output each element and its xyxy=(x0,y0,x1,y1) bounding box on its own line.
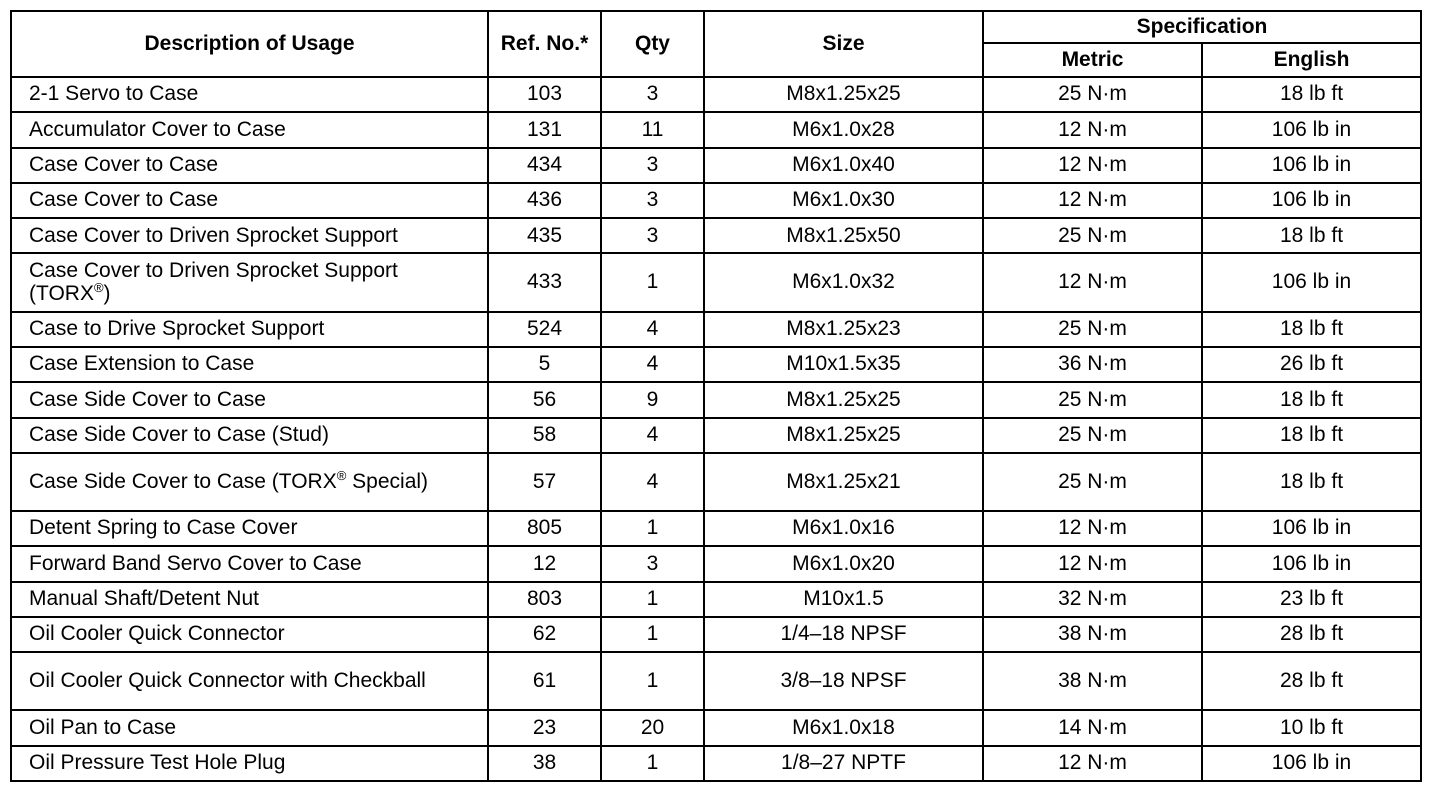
cell-ref-no: 56 xyxy=(488,382,601,417)
cell-qty: 3 xyxy=(601,218,704,253)
table-row xyxy=(11,652,1421,710)
cell-ref-no: 12 xyxy=(488,546,601,581)
cell-english: 106 lb in xyxy=(1202,746,1421,781)
cell-english: 18 lb ft xyxy=(1202,382,1421,417)
cell-description: Manual Shaft/Detent Nut xyxy=(11,582,488,617)
table-row xyxy=(11,418,1421,453)
cell-english: 18 lb ft xyxy=(1202,453,1421,511)
cell-ref-no: 433 xyxy=(488,253,601,311)
cell-size: M8x1.25x25 xyxy=(704,418,983,453)
cell-description: Case Cover to Driven Sprocket Support (TORX®) xyxy=(11,253,488,311)
cell-metric: 12 N·m xyxy=(983,183,1202,218)
table-row xyxy=(11,546,1421,581)
cell-description: Case Cover to Case xyxy=(11,148,488,183)
table-row xyxy=(11,582,1421,617)
cell-metric: 25 N·m xyxy=(983,312,1202,347)
cell-ref-no: 5 xyxy=(488,347,601,382)
cell-metric: 12 N·m xyxy=(983,112,1202,147)
cell-qty: 3 xyxy=(601,183,704,218)
cell-qty: 3 xyxy=(601,77,704,112)
cell-metric: 25 N·m xyxy=(983,453,1202,511)
cell-ref-no: 38 xyxy=(488,746,601,781)
cell-english: 26 lb ft xyxy=(1202,347,1421,382)
torque-spec-table xyxy=(10,10,1422,782)
cell-english: 18 lb ft xyxy=(1202,77,1421,112)
cell-qty: 1 xyxy=(601,582,704,617)
cell-english: 18 lb ft xyxy=(1202,312,1421,347)
cell-qty: 4 xyxy=(601,453,704,511)
cell-description: 2-1 Servo to Case xyxy=(11,77,488,112)
cell-metric: 25 N·m xyxy=(983,218,1202,253)
header-description: Description of Usage xyxy=(11,11,488,77)
cell-qty: 1 xyxy=(601,511,704,546)
cell-metric: 32 N·m xyxy=(983,582,1202,617)
cell-qty: 1 xyxy=(601,253,704,311)
cell-qty: 1 xyxy=(601,652,704,710)
cell-size: 1/4–18 NPSF xyxy=(704,617,983,652)
table-row xyxy=(11,253,1421,311)
header-english: English xyxy=(1202,43,1421,77)
table-row xyxy=(11,617,1421,652)
cell-ref-no: 434 xyxy=(488,148,601,183)
cell-size: M6x1.0x30 xyxy=(704,183,983,218)
cell-english: 106 lb in xyxy=(1202,546,1421,581)
cell-ref-no: 62 xyxy=(488,617,601,652)
table-body xyxy=(11,77,1421,781)
cell-description: Forward Band Servo Cover to Case xyxy=(11,546,488,581)
cell-metric: 25 N·m xyxy=(983,382,1202,417)
table-row xyxy=(11,148,1421,183)
cell-ref-no: 57 xyxy=(488,453,601,511)
cell-english: 18 lb ft xyxy=(1202,418,1421,453)
cell-qty: 4 xyxy=(601,418,704,453)
cell-ref-no: 435 xyxy=(488,218,601,253)
cell-english: 106 lb in xyxy=(1202,183,1421,218)
cell-metric: 12 N·m xyxy=(983,546,1202,581)
cell-metric: 38 N·m xyxy=(983,652,1202,710)
cell-metric: 25 N·m xyxy=(983,77,1202,112)
cell-qty: 4 xyxy=(601,312,704,347)
cell-metric: 36 N·m xyxy=(983,347,1202,382)
cell-qty: 20 xyxy=(601,710,704,745)
cell-ref-no: 436 xyxy=(488,183,601,218)
table-row xyxy=(11,183,1421,218)
cell-size: M6x1.0x40 xyxy=(704,148,983,183)
cell-metric: 25 N·m xyxy=(983,418,1202,453)
cell-english: 106 lb in xyxy=(1202,148,1421,183)
cell-description: Case Side Cover to Case (Stud) xyxy=(11,418,488,453)
cell-qty: 9 xyxy=(601,382,704,417)
cell-english: 106 lb in xyxy=(1202,253,1421,311)
cell-metric: 38 N·m xyxy=(983,617,1202,652)
cell-english: 28 lb ft xyxy=(1202,652,1421,710)
cell-description: Oil Pan to Case xyxy=(11,710,488,745)
cell-description: Case Cover to Driven Sprocket Support xyxy=(11,218,488,253)
cell-size: 3/8–18 NPSF xyxy=(704,652,983,710)
header-size: Size xyxy=(704,11,983,77)
header-specification: Specification xyxy=(983,11,1421,43)
cell-qty: 11 xyxy=(601,112,704,147)
table-row xyxy=(11,312,1421,347)
cell-ref-no: 103 xyxy=(488,77,601,112)
cell-description: Case Cover to Case xyxy=(11,183,488,218)
cell-size: M8x1.25x50 xyxy=(704,218,983,253)
table-row xyxy=(11,710,1421,745)
cell-ref-no: 58 xyxy=(488,418,601,453)
cell-description: Case to Drive Sprocket Support xyxy=(11,312,488,347)
table-header xyxy=(11,11,1421,77)
cell-size: M6x1.0x32 xyxy=(704,253,983,311)
header-metric: Metric xyxy=(983,43,1202,77)
cell-ref-no: 61 xyxy=(488,652,601,710)
cell-size: M10x1.5 xyxy=(704,582,983,617)
table-row xyxy=(11,453,1421,511)
cell-size: M6x1.0x20 xyxy=(704,546,983,581)
cell-ref-no: 805 xyxy=(488,511,601,546)
cell-ref-no: 131 xyxy=(488,112,601,147)
table-row xyxy=(11,112,1421,147)
cell-qty: 3 xyxy=(601,148,704,183)
cell-qty: 4 xyxy=(601,347,704,382)
cell-size: M8x1.25x25 xyxy=(704,382,983,417)
cell-qty: 1 xyxy=(601,746,704,781)
cell-metric: 12 N·m xyxy=(983,253,1202,311)
cell-metric: 12 N·m xyxy=(983,148,1202,183)
cell-ref-no: 524 xyxy=(488,312,601,347)
cell-english: 23 lb ft xyxy=(1202,582,1421,617)
table-row xyxy=(11,218,1421,253)
header-qty: Qty xyxy=(601,11,704,77)
cell-description: Oil Cooler Quick Connector with Checkball xyxy=(11,652,488,710)
table-row xyxy=(11,382,1421,417)
cell-size: M6x1.0x16 xyxy=(704,511,983,546)
table-row xyxy=(11,347,1421,382)
cell-qty: 3 xyxy=(601,546,704,581)
cell-description: Case Extension to Case xyxy=(11,347,488,382)
cell-english: 28 lb ft xyxy=(1202,617,1421,652)
cell-description: Detent Spring to Case Cover xyxy=(11,511,488,546)
cell-metric: 12 N·m xyxy=(983,511,1202,546)
cell-description: Oil Pressure Test Hole Plug xyxy=(11,746,488,781)
cell-qty: 1 xyxy=(601,617,704,652)
cell-size: M6x1.0x28 xyxy=(704,112,983,147)
cell-ref-no: 803 xyxy=(488,582,601,617)
cell-english: 18 lb ft xyxy=(1202,218,1421,253)
cell-english: 10 lb ft xyxy=(1202,710,1421,745)
cell-description: Oil Cooler Quick Connector xyxy=(11,617,488,652)
cell-description: Accumulator Cover to Case xyxy=(11,112,488,147)
table-row xyxy=(11,511,1421,546)
header-ref-no: Ref. No.* xyxy=(488,11,601,77)
cell-size: M8x1.25x21 xyxy=(704,453,983,511)
cell-english: 106 lb in xyxy=(1202,511,1421,546)
cell-size: M6x1.0x18 xyxy=(704,710,983,745)
cell-english: 106 lb in xyxy=(1202,112,1421,147)
cell-metric: 12 N·m xyxy=(983,746,1202,781)
table-row xyxy=(11,77,1421,112)
cell-size: 1/8–27 NPTF xyxy=(704,746,983,781)
cell-description: Case Side Cover to Case (TORX® Special) xyxy=(11,453,488,511)
table-row xyxy=(11,746,1421,781)
cell-size: M8x1.25x25 xyxy=(704,77,983,112)
cell-ref-no: 23 xyxy=(488,710,601,745)
cell-metric: 14 N·m xyxy=(983,710,1202,745)
cell-size: M8x1.25x23 xyxy=(704,312,983,347)
cell-description: Case Side Cover to Case xyxy=(11,382,488,417)
cell-size: M10x1.5x35 xyxy=(704,347,983,382)
